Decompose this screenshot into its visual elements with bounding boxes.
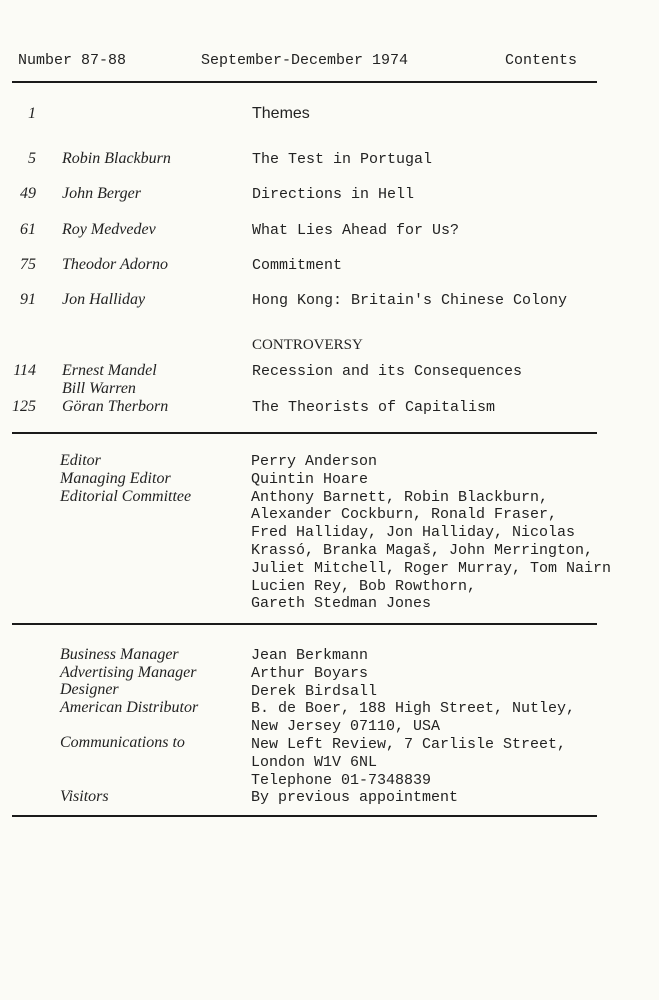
staff-name: Quintin Hoare [251, 470, 369, 488]
article-title: Recession and its Consequences [252, 363, 523, 380]
article-author: John Berger [62, 185, 141, 202]
themes-title: Themes [252, 105, 310, 122]
business-values [251, 647, 575, 807]
issue-date: September-December 1974 [201, 52, 409, 69]
article-author: Bill Warren [62, 380, 136, 397]
staff-role: Communications to [60, 734, 185, 751]
editorial-rule [12, 623, 597, 625]
article-title: The Theorists of Capitalism [252, 399, 496, 416]
staff-name: Alexander Cockburn, Ronald Fraser, [251, 506, 558, 524]
article-page: 61 [20, 221, 36, 238]
staff-role: Visitors [60, 788, 109, 805]
staff-name: Gareth Stedman Jones [251, 595, 432, 613]
article-page: 125 [12, 398, 36, 415]
staff-name: Lucien Rey, Bob Rowthorn, [251, 577, 477, 595]
article-title: Commitment [252, 257, 343, 274]
article-page: 91 [20, 291, 36, 308]
article-page: 49 [20, 185, 36, 202]
staff-name: Juliet Mitchell, Roger Murray, Tom Nairn [251, 559, 612, 577]
contents-label: Contents [505, 52, 578, 69]
staff-detail: London W1V 6NL [251, 753, 378, 771]
article-author: Ernest Mandel [62, 362, 157, 379]
header-rule [12, 81, 597, 83]
staff-name: Krassó, Branka Magaš, John Merrington, [251, 541, 594, 559]
issue-number: Number 87-88 [18, 52, 127, 69]
editorial-values [251, 453, 611, 613]
article-page: 5 [28, 150, 36, 167]
staff-detail: New Left Review, 7 Carlisle Street, [251, 735, 567, 753]
staff-role: American Distributor [60, 699, 199, 716]
staff-name: Fred Halliday, Jon Halliday, Nicolas [251, 524, 576, 542]
article-title: Hong Kong: Britain's Chinese Colony [252, 292, 568, 309]
themes-page: 1 [28, 105, 36, 122]
staff-role: Editorial Committee [60, 487, 192, 505]
staff-role: Managing Editor [60, 469, 171, 487]
article-page: 75 [20, 256, 36, 273]
staff-detail: Telephone 01-7348839 [251, 771, 432, 789]
footer-rule [12, 815, 597, 817]
article-title: What Lies Ahead for Us? [252, 222, 460, 239]
article-page: 114 [13, 362, 36, 379]
staff-name: Perry Anderson [251, 453, 378, 470]
staff-detail: New Jersey 07110, USA [251, 718, 441, 736]
article-author: Roy Medvedev [62, 221, 156, 238]
contents-rule [12, 432, 597, 434]
article-author: Jon Halliday [62, 291, 146, 308]
article-author: Robin Blackburn [62, 150, 171, 167]
controversy-heading: CONTROVERSY [252, 337, 363, 353]
staff-detail: B. de Boer, 188 High Street, Nutley, [251, 700, 576, 718]
staff-detail: Jean Berkmann [251, 647, 369, 664]
article-title: Directions in Hell [252, 186, 415, 203]
article-title: The Test in Portugal [252, 151, 433, 168]
staff-detail: Arthur Boyars [251, 664, 369, 682]
staff-role: Business Manager [60, 646, 179, 663]
staff-role: Designer [60, 681, 119, 698]
staff-role: Advertising Manager [60, 664, 197, 681]
staff-name: Anthony Barnett, Robin Blackburn, [251, 488, 549, 506]
editorial-roles [60, 452, 191, 505]
article-author: Göran Therborn [62, 398, 169, 415]
article-author: Theodor Adorno [62, 256, 168, 273]
staff-detail: Derek Birdsall [251, 682, 378, 700]
staff-detail: By previous appointment [251, 789, 459, 807]
staff-role: Editor [60, 452, 101, 469]
